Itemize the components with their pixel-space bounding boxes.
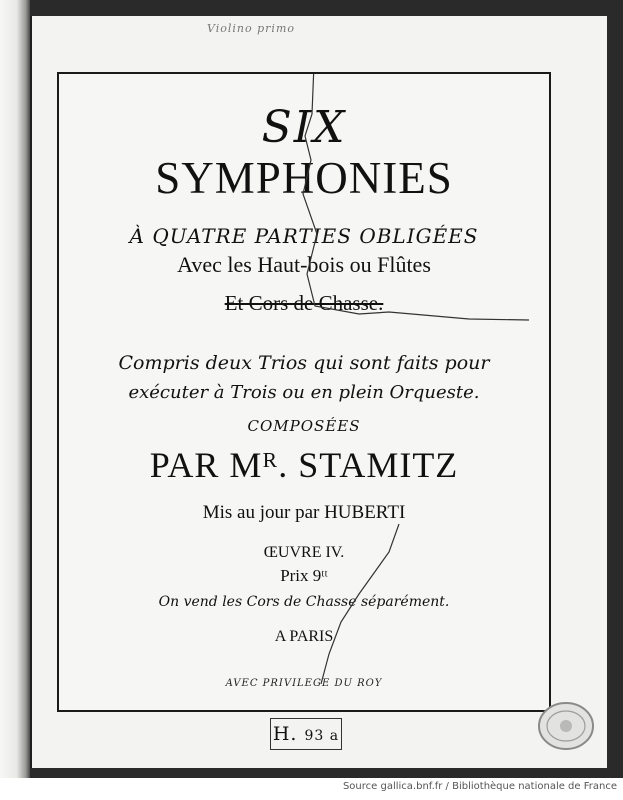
subtitle-quatre-parties: À QUATRE PARTIES OBLIGÉES [129,224,479,248]
handwritten-note: Violino primo [207,22,296,35]
shelfmark-main: H. [272,723,298,745]
title-six: SIX [261,102,347,153]
title-frame [57,72,551,712]
paper-crack [59,74,549,710]
book-binding [0,0,30,778]
composees-label: COMPOSÉES [247,417,361,435]
opus-number: ŒUVRE IV. [263,544,345,561]
library-stamp-icon [536,700,596,752]
sales-note: On vend les Cors de Chasse séparément. [158,594,450,610]
price: Prix 9ᵗᵗ [280,566,328,585]
composer-name: PAR Mᴿ. STAMITZ [149,445,459,485]
shelfmark-label [270,718,342,750]
source-credit: Source gallica.bnf.fr / Bibliothèque nationale de France [342,781,617,792]
description-line-1: Compris deux Trios qui sont faits pour [118,352,490,374]
privilege-line: AVEC PRIVILEGE DU ROY [225,678,383,689]
description-line-2: exécuter à Trois ou en plein Orqueste. [128,382,480,403]
title-symphonies: SYMPHONIES [155,153,453,203]
subtitle-cors-de-chasse: Et Cors de Chasse. [224,291,384,315]
shelfmark-sub: 93 a [304,728,340,744]
place-of-publication: A PARIS [274,628,334,645]
subtitle-haut-bois: Avec les Haut-bois ou Flûtes [177,252,431,277]
publisher-line: Mis au jour par HUBERTI [202,502,406,523]
